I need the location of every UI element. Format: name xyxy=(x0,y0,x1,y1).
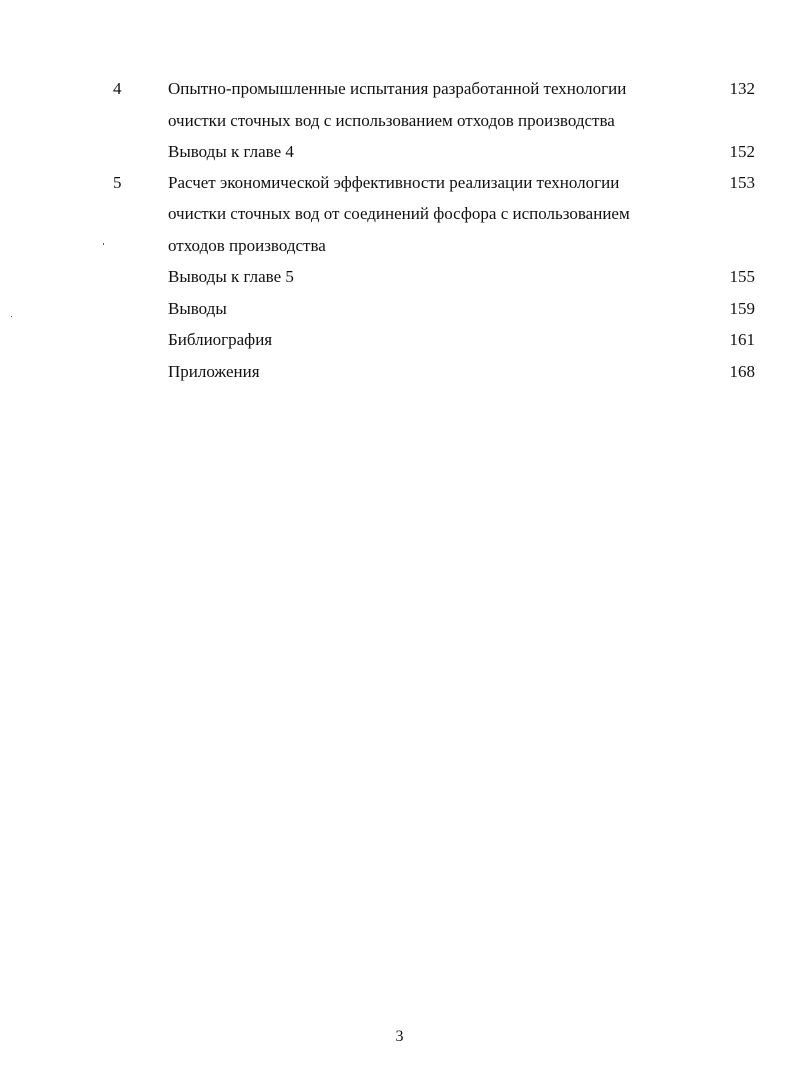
toc-chapter-4-number: 4 xyxy=(113,79,122,98)
toc-conclusions-page: 159 xyxy=(729,299,755,318)
toc-chapter-5-title-line-1: Расчет экономической эффективности реализации технологии xyxy=(168,173,620,192)
scan-speck xyxy=(11,316,12,317)
toc-chapter-5-conclusions-page: 155 xyxy=(729,267,755,286)
toc-conclusions: Выводы xyxy=(168,299,227,318)
toc-chapter-4-conclusions-page: 152 xyxy=(729,142,755,161)
toc-chapter-5-number: 5 xyxy=(113,173,122,192)
toc-appendices: Приложения xyxy=(168,362,260,381)
scan-speck xyxy=(103,243,104,245)
toc-appendices-page: 168 xyxy=(729,362,755,381)
toc-bibliography-page: 161 xyxy=(729,330,755,349)
toc-chapter-5-title-line-2: очистки сточных вод от соединений фосфора с использованием xyxy=(168,204,630,223)
toc-chapter-4-title-line-1: Опытно-промышленные испытания разработанной технологии xyxy=(168,79,627,98)
toc-chapter-4-title-line-2: очистки сточных вод с использованием отходов производства xyxy=(168,111,615,130)
toc-chapter-5-page: 153 xyxy=(729,173,755,192)
toc-chapter-4-conclusions: Выводы к главе 4 xyxy=(168,142,294,161)
toc-chapter-5-title-line-3: отходов производства xyxy=(168,236,326,255)
toc-bibliography: Библиография xyxy=(168,330,273,349)
toc-chapter-5-conclusions: Выводы к главе 5 xyxy=(168,267,294,286)
toc-chapter-4-page: 132 xyxy=(729,79,755,98)
page-number: 3 xyxy=(395,1028,404,1045)
